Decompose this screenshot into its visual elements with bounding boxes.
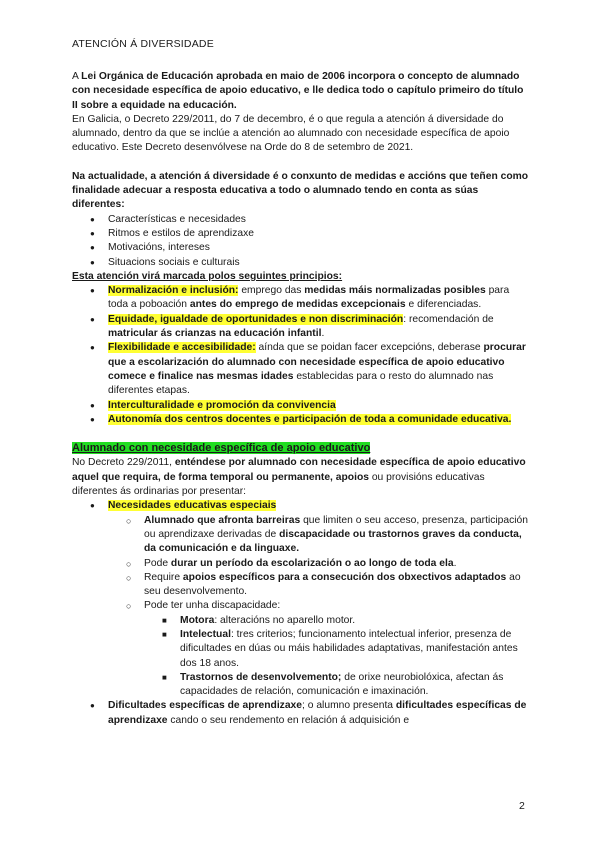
section-heading: Alumnado con necesidade específica de apoio educativo (72, 442, 371, 455)
principle-item: ● Normalización e inclusión: emprego das medidas máis normalizadas posibles para toda a poboación antes do emprego de medidas excepcionais e diferenciadas. (72, 284, 532, 313)
list-item: ○ Alumnado que afronta barreiras que limiten o seu acceso, presenza, participación ou aprendizaxe derivadas de discapacidade ou trastornos graves da conducta, da comunicación e da linguaxe. (108, 514, 532, 557)
list-item: ● Ritmos e estilos de aprendizaxe (72, 227, 532, 241)
list-item: ○ Require apoios específicos para a consecución dos obxectivos adaptados ao seu desenvolvemento. (108, 571, 532, 600)
principles-heading: Esta atención virá marcada polos seguintes principios: (72, 270, 343, 282)
principle-item: ● Equidade, igualdade de oportunidades e non discriminación: recomendación de matricular ás crianzas na educación infantil. (72, 313, 532, 342)
intro-paragraph: A Lei Orgánica de Educación aprobada en maio de 2006 incorpora o concepto de alumnado con necesidade específica de apoio educativo, e lle dedica todo o capítulo primeiro do título II sobre a equidade na educación. (72, 71, 524, 111)
galicia-paragraph: En Galicia, o Decreto 229/2011, do 7 de decembro, é o que regula a atención á diversidade do alumnado, dentro da que se inclúe a atención ao alumnado con necesidade específica de apoio educativo. Este Decreto desenvólvese na Orde do 8 de setembro de 2021. (72, 113, 510, 154)
list-item: ■ Intelectual: tres criterios; funcionamento intelectual inferior, presenza de dificultades en dúas ou máis habilidades adaptativas, manifestación antes dos 18 anos. (144, 628, 532, 671)
list-item: ○ Pode durar un período da escolarización o ao longo de toda ela. (108, 557, 532, 571)
principle-item: ● Flexibilidade e accesibilidade: aínda que se poidan facer excepcións, deberase procurar que a escolarización do alumnado con necesidade específica de apoio educativo comece e finalice nas mesmas idades establecidas para o resto do alumnado nas diferentes etapas. (72, 341, 532, 398)
principle-item: ● Autonomía dos centros docentes e participación de toda a comunidade educativa. (72, 413, 532, 427)
principles-list (72, 284, 532, 427)
list-item: ● Necesidades educativas especiais ○ Alumnado que afronta barreiras que limiten o seu acceso, presenza, participación ou aprendizaxe derivadas de discapacidade ou trastornos graves da conducta, da comunicación e da linguaxe. ○ Pode durar un período da escolarización o ao longo de toda ela. ○ Require apoios específicos para a consecución dos obxectivos adaptados ao seu desenvolvemento. ○ Pode ter unha discapacidade: ■ Motora: alteracións no aparello motor. ■ Intelectual: tres criterios; funcionamento intelectual inferior, presenza de dificultades en dúas ou máis habilidades adaptativas, manifestación antes dos 18 anos. ■ Trastornos de desenvolvemento; de orixe neurobiolóxica, afectan ás capacidades de relación, comunicación e imaxinación. (72, 499, 532, 699)
page-header: ATENCIÓN Á DIVERSIDADE (72, 38, 214, 50)
nee-sublist (108, 514, 532, 700)
list-item: ● Dificultades específicas de aprendizaxe; o alumno presenta dificultades específicas de aprendizaxe cando o seu rendemento en relación á adquisición e (72, 699, 532, 728)
neae-list (72, 499, 532, 728)
list-item: ● Características e necesidades (72, 213, 532, 227)
list-item: ■ Motora: alteracións no aparello motor. (144, 614, 532, 628)
list-item: ● Situacions sociais e culturais (72, 256, 532, 270)
list-item: ○ Pode ter unha discapacidade: ■ Motora: alteracións no aparello motor. ■ Intelectual: tres criterios; funcionamento intelectual inferior, presenza de dificultades en dúas ou máis habilidades adaptativas, manifestación antes dos 18 anos. ■ Trastornos de desenvolvemento; de orixe neurobiolóxica, afectan ás capacidades de relación, comunicación e imaxinación. (108, 599, 532, 699)
list-item: ● Motivacións, intereses (72, 241, 532, 255)
list-item: ■ Trastornos de desenvolvemento; de orixe neurobiolóxica, afectan ás capacidades de relación, comunicación e imaxinación. (144, 671, 532, 700)
intro-bold: Lei Orgánica de Educación aprobada en maio de 2006 incorpora o concepto de alumnado con necesidade específica de apoio educativo, e lle dedica todo o capítulo primeiro do título II sobre a equidade na educación. (72, 71, 524, 111)
page-content (72, 70, 532, 728)
principle-item: ● Interculturalidade e promoción da convivencia (72, 399, 532, 413)
page-number: 2 (519, 800, 525, 812)
definition-paragraph: Na actualidade, a atención á diversidade é o conxunto de medidas e accións que teñen como finalidade adecuar a resposta educativa a todo o alumnado tendo en conta as súas diferentes: (72, 170, 529, 211)
needs-list (72, 213, 532, 270)
neae-definition: No Decreto 229/2011, enténdese por alumnado con necesidade específica de apoio educativo aquel que requira, de forma temporal ou permanente, apoios ou provisións educativas diferentes ás ordinarias por presentar: (72, 457, 526, 498)
disability-list (144, 614, 532, 700)
